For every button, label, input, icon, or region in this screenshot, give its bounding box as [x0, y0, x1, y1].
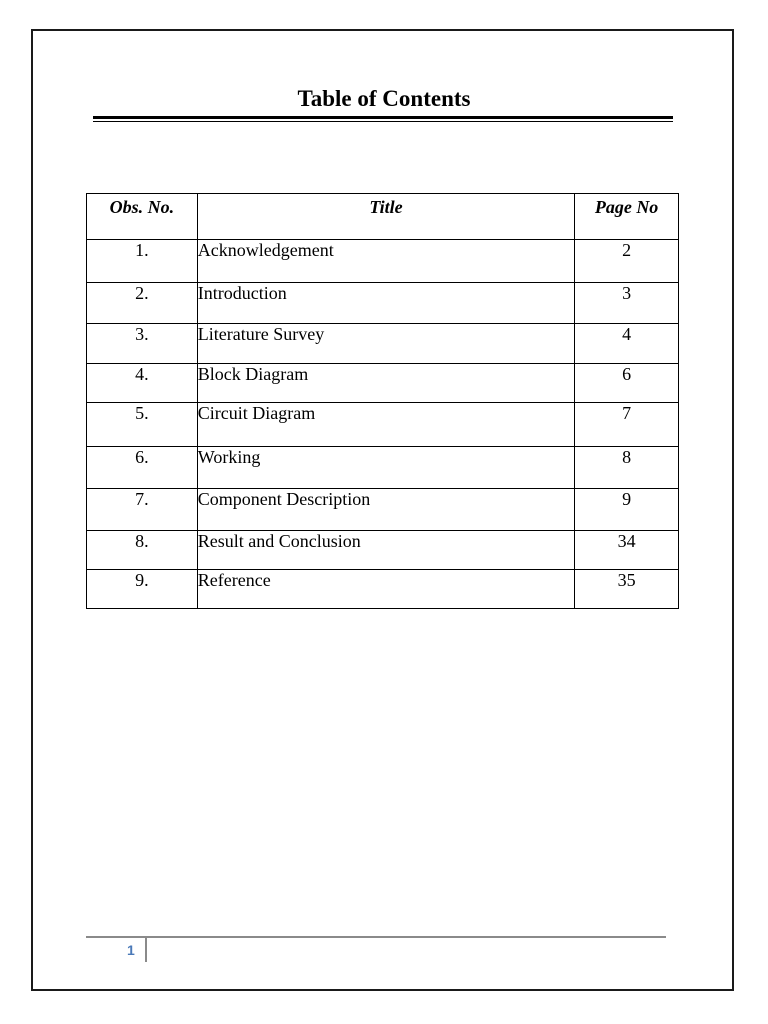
row-title: Reference — [197, 570, 574, 609]
row-title: Literature Survey — [197, 324, 574, 364]
header-page-no: Page No — [575, 194, 679, 240]
header-title: Title — [197, 194, 574, 240]
row-title: Circuit Diagram — [197, 403, 574, 447]
title-underline — [93, 116, 673, 122]
row-number: 8. — [87, 531, 198, 570]
header-obs-no: Obs. No. — [87, 194, 198, 240]
row-page: 3 — [575, 283, 679, 324]
table-row — [87, 364, 679, 403]
table-row — [87, 324, 679, 364]
row-title: Block Diagram — [197, 364, 574, 403]
table-of-contents — [86, 193, 679, 609]
row-title: Introduction — [197, 283, 574, 324]
row-title: Component Description — [197, 489, 574, 531]
footer-divider — [145, 938, 147, 962]
row-title: Working — [197, 447, 574, 489]
row-number: 3. — [87, 324, 198, 364]
table-row — [87, 489, 679, 531]
footer-rule — [86, 936, 666, 938]
row-number: 7. — [87, 489, 198, 531]
table-row — [87, 531, 679, 570]
row-number: 4. — [87, 364, 198, 403]
row-number: 9. — [87, 570, 198, 609]
row-title: Result and Conclusion — [197, 531, 574, 570]
row-number: 5. — [87, 403, 198, 447]
row-number: 6. — [87, 447, 198, 489]
table-row — [87, 283, 679, 324]
row-number: 1. — [87, 240, 198, 283]
row-page: 9 — [575, 489, 679, 531]
row-page: 2 — [575, 240, 679, 283]
page-number: 1 — [127, 942, 135, 958]
table-row — [87, 403, 679, 447]
row-page: 35 — [575, 570, 679, 609]
row-page: 8 — [575, 447, 679, 489]
page-title: Table of Contents — [297, 86, 471, 111]
table-row — [87, 570, 679, 609]
row-number: 2. — [87, 283, 198, 324]
table-row — [87, 447, 679, 489]
table-header-row — [87, 194, 679, 240]
row-page: 4 — [575, 324, 679, 364]
row-page: 34 — [575, 531, 679, 570]
row-title: Acknowledgement — [197, 240, 574, 283]
row-page: 6 — [575, 364, 679, 403]
row-page: 7 — [575, 403, 679, 447]
table-row — [87, 240, 679, 283]
